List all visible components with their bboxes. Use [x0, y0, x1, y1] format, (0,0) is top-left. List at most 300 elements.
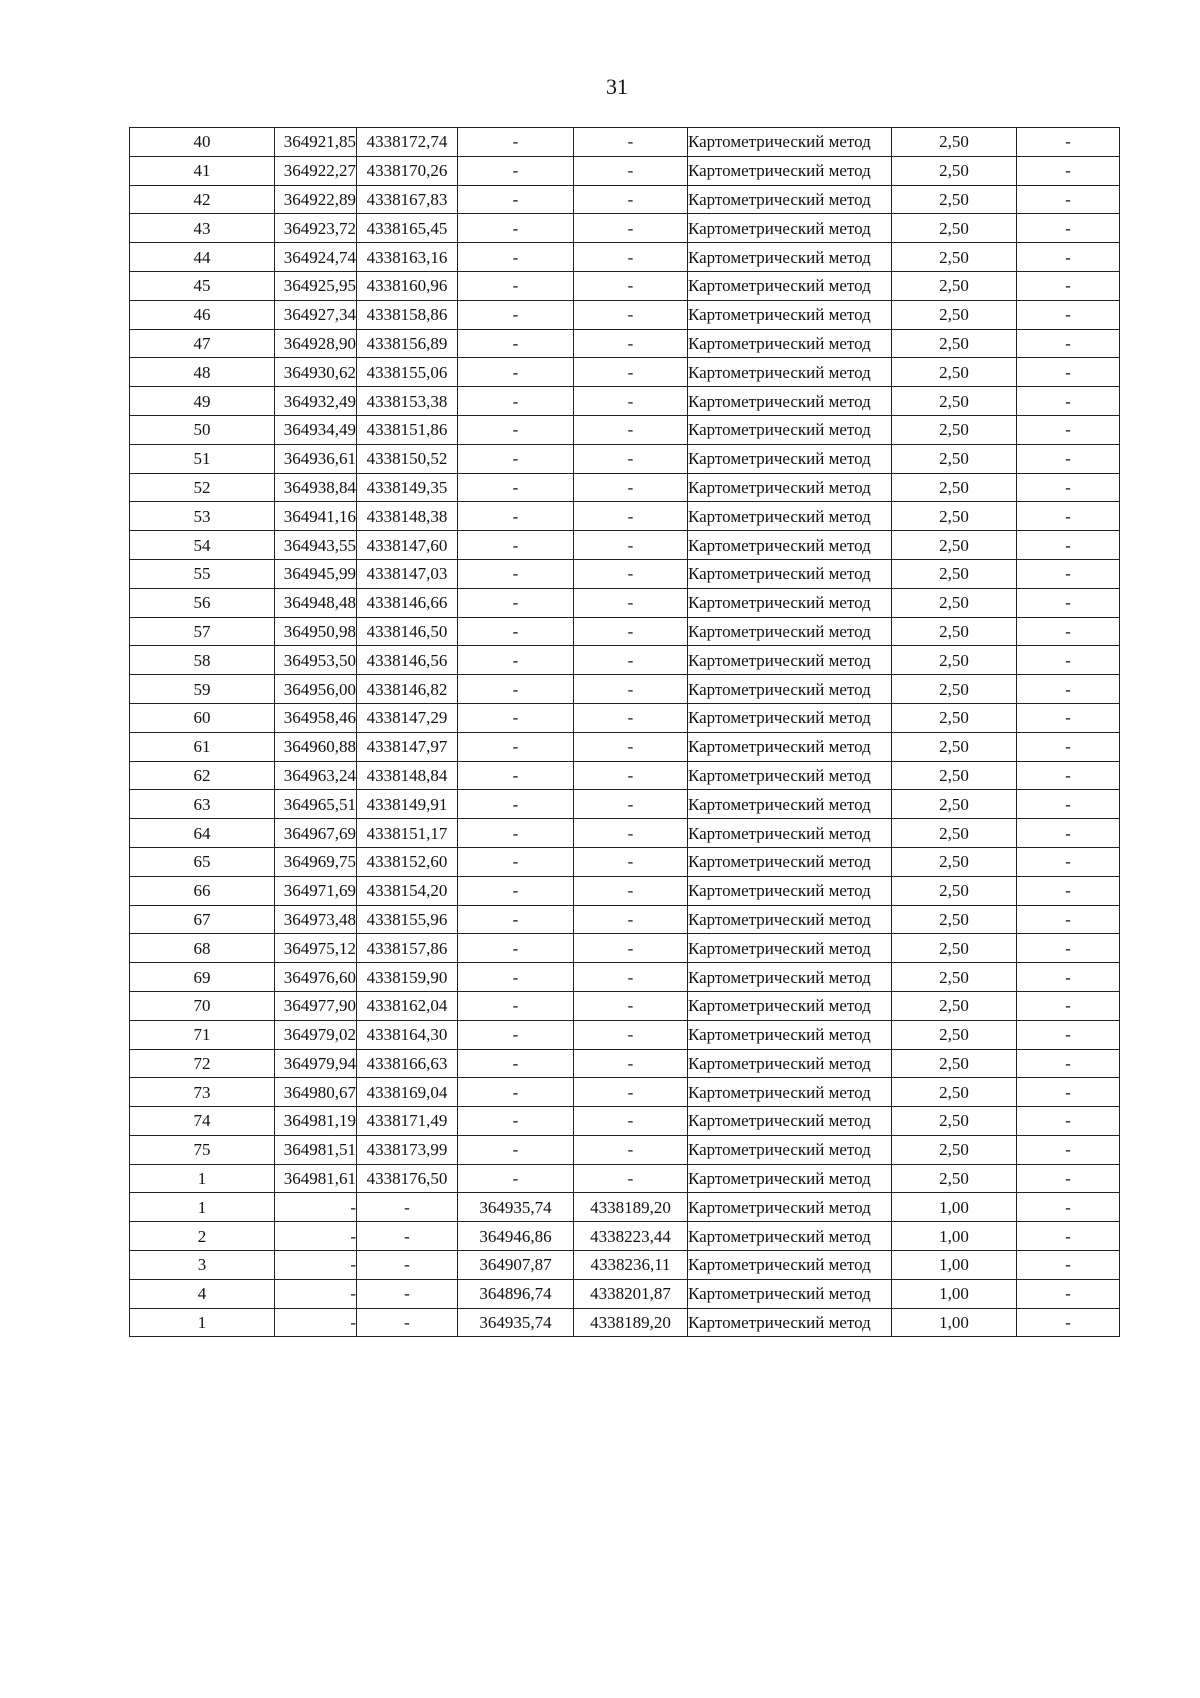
new-y-cell: -	[574, 646, 688, 675]
existing-x-cell: 364945,99	[275, 559, 357, 588]
new-y-cell: -	[574, 761, 688, 790]
table-row	[130, 387, 1120, 416]
new-x-cell: -	[458, 271, 574, 300]
method-cell: Картометрический метод	[688, 214, 892, 243]
existing-x-cell: 364956,00	[275, 675, 357, 704]
existing-y-cell: 4338155,96	[357, 905, 458, 934]
existing-x-cell: 364960,88	[275, 732, 357, 761]
new-x-cell: -	[458, 819, 574, 848]
point-number-cell: 66	[130, 876, 275, 905]
method-cell: Картометрический метод	[688, 473, 892, 502]
method-cell: Картометрический метод	[688, 559, 892, 588]
existing-x-cell: -	[275, 1251, 357, 1280]
table-row	[130, 415, 1120, 444]
accuracy-cell: 2,50	[892, 646, 1017, 675]
accuracy-cell: 2,50	[892, 329, 1017, 358]
table-row	[130, 1164, 1120, 1193]
method-cell: Картометрический метод	[688, 1107, 892, 1136]
method-cell: Картометрический метод	[688, 156, 892, 185]
existing-x-cell: 364981,19	[275, 1107, 357, 1136]
point-number-cell: 58	[130, 646, 275, 675]
accuracy-cell: 2,50	[892, 185, 1017, 214]
point-number-cell: 53	[130, 502, 275, 531]
existing-x-cell: 364922,89	[275, 185, 357, 214]
new-x-cell: -	[458, 531, 574, 560]
existing-x-cell: 364981,61	[275, 1164, 357, 1193]
existing-y-cell: 4338171,49	[357, 1107, 458, 1136]
accuracy-cell: 2,50	[892, 905, 1017, 934]
existing-x-cell: 364948,48	[275, 588, 357, 617]
page-number: 31	[606, 74, 628, 99]
accuracy-cell: 2,50	[892, 588, 1017, 617]
method-cell: Картометрический метод	[688, 588, 892, 617]
point-number-cell: 4	[130, 1279, 275, 1308]
point-number-cell: 73	[130, 1078, 275, 1107]
new-y-cell: -	[574, 415, 688, 444]
description-cell: -	[1017, 502, 1120, 531]
new-y-cell: -	[574, 847, 688, 876]
new-x-cell: -	[458, 646, 574, 675]
new-x-cell: -	[458, 675, 574, 704]
new-y-cell: -	[574, 1107, 688, 1136]
point-number-cell: 44	[130, 243, 275, 272]
new-x-cell: -	[458, 790, 574, 819]
description-cell: -	[1017, 646, 1120, 675]
description-cell: -	[1017, 790, 1120, 819]
table-row	[130, 991, 1120, 1020]
description-cell: -	[1017, 1279, 1120, 1308]
point-number-cell: 70	[130, 991, 275, 1020]
table-row	[130, 1308, 1120, 1337]
new-x-cell: -	[458, 1078, 574, 1107]
description-cell: -	[1017, 1251, 1120, 1280]
existing-y-cell: 4338160,96	[357, 271, 458, 300]
method-cell: Картометрический метод	[688, 1308, 892, 1337]
accuracy-cell: 2,50	[892, 963, 1017, 992]
table-row	[130, 1193, 1120, 1222]
existing-x-cell: 364975,12	[275, 934, 357, 963]
new-y-cell: -	[574, 934, 688, 963]
description-cell: -	[1017, 934, 1120, 963]
existing-x-cell: 364934,49	[275, 415, 357, 444]
method-cell: Картометрический метод	[688, 1251, 892, 1280]
existing-y-cell: 4338152,60	[357, 847, 458, 876]
table-row	[130, 185, 1120, 214]
table-body	[130, 128, 1120, 1337]
table-row	[130, 531, 1120, 560]
existing-y-cell: 4338162,04	[357, 991, 458, 1020]
new-y-cell: 4338189,20	[574, 1308, 688, 1337]
new-x-cell: -	[458, 502, 574, 531]
existing-y-cell: 4338156,89	[357, 329, 458, 358]
new-x-cell: 364935,74	[458, 1308, 574, 1337]
method-cell: Картометрический метод	[688, 387, 892, 416]
new-y-cell: -	[574, 387, 688, 416]
point-number-cell: 45	[130, 271, 275, 300]
description-cell: -	[1017, 473, 1120, 502]
new-x-cell: 364907,87	[458, 1251, 574, 1280]
existing-y-cell: 4338150,52	[357, 444, 458, 473]
existing-x-cell: 364979,94	[275, 1049, 357, 1078]
new-y-cell: -	[574, 444, 688, 473]
existing-x-cell: 364980,67	[275, 1078, 357, 1107]
new-y-cell: -	[574, 243, 688, 272]
table-row	[130, 905, 1120, 934]
description-cell: -	[1017, 1308, 1120, 1337]
table-row	[130, 703, 1120, 732]
existing-y-cell: 4338154,20	[357, 876, 458, 905]
table-row	[130, 444, 1120, 473]
table-row	[130, 243, 1120, 272]
new-y-cell: -	[574, 1020, 688, 1049]
existing-y-cell: 4338146,50	[357, 617, 458, 646]
new-y-cell: -	[574, 675, 688, 704]
point-number-cell: 52	[130, 473, 275, 502]
existing-y-cell: 4338151,86	[357, 415, 458, 444]
new-y-cell: -	[574, 819, 688, 848]
new-y-cell: -	[574, 617, 688, 646]
existing-x-cell: 364932,49	[275, 387, 357, 416]
new-x-cell: -	[458, 1049, 574, 1078]
existing-y-cell: 4338173,99	[357, 1135, 458, 1164]
new-y-cell: -	[574, 1049, 688, 1078]
accuracy-cell: 2,50	[892, 1135, 1017, 1164]
existing-y-cell: 4338153,38	[357, 387, 458, 416]
existing-y-cell: 4338169,04	[357, 1078, 458, 1107]
description-cell: -	[1017, 847, 1120, 876]
new-y-cell: -	[574, 559, 688, 588]
point-number-cell: 54	[130, 531, 275, 560]
method-cell: Картометрический метод	[688, 646, 892, 675]
point-number-cell: 48	[130, 358, 275, 387]
existing-x-cell: 364922,27	[275, 156, 357, 185]
table-row	[130, 934, 1120, 963]
accuracy-cell: 2,50	[892, 1164, 1017, 1193]
accuracy-cell: 2,50	[892, 732, 1017, 761]
existing-y-cell: 4338151,17	[357, 819, 458, 848]
new-x-cell: -	[458, 588, 574, 617]
new-y-cell: -	[574, 473, 688, 502]
point-number-cell: 1	[130, 1308, 275, 1337]
existing-x-cell: 364969,75	[275, 847, 357, 876]
new-x-cell: -	[458, 473, 574, 502]
method-cell: Картометрический метод	[688, 243, 892, 272]
existing-y-cell: 4338167,83	[357, 185, 458, 214]
table-row	[130, 1078, 1120, 1107]
accuracy-cell: 2,50	[892, 991, 1017, 1020]
existing-x-cell: 364953,50	[275, 646, 357, 675]
point-number-cell: 64	[130, 819, 275, 848]
new-x-cell: -	[458, 905, 574, 934]
description-cell: -	[1017, 991, 1120, 1020]
accuracy-cell: 2,50	[892, 214, 1017, 243]
new-y-cell: -	[574, 732, 688, 761]
description-cell: -	[1017, 732, 1120, 761]
point-number-cell: 46	[130, 300, 275, 329]
point-number-cell: 59	[130, 675, 275, 704]
new-y-cell: -	[574, 1135, 688, 1164]
new-y-cell: 4338236,11	[574, 1251, 688, 1280]
description-cell: -	[1017, 271, 1120, 300]
new-x-cell: -	[458, 214, 574, 243]
existing-x-cell: 364950,98	[275, 617, 357, 646]
method-cell: Картометрический метод	[688, 905, 892, 934]
point-number-cell: 50	[130, 415, 275, 444]
existing-x-cell: 364977,90	[275, 991, 357, 1020]
accuracy-cell: 2,50	[892, 703, 1017, 732]
method-cell: Картометрический метод	[688, 790, 892, 819]
method-cell: Картометрический метод	[688, 876, 892, 905]
description-cell: -	[1017, 876, 1120, 905]
new-x-cell: -	[458, 991, 574, 1020]
new-x-cell: 364946,86	[458, 1222, 574, 1251]
existing-y-cell: 4338164,30	[357, 1020, 458, 1049]
method-cell: Картометрический метод	[688, 1049, 892, 1078]
description-cell: -	[1017, 531, 1120, 560]
point-number-cell: 57	[130, 617, 275, 646]
table-row	[130, 876, 1120, 905]
existing-x-cell: 364930,62	[275, 358, 357, 387]
new-x-cell: -	[458, 387, 574, 416]
table-row	[130, 1251, 1120, 1280]
table-row	[130, 271, 1120, 300]
new-x-cell: -	[458, 847, 574, 876]
method-cell: Картометрический метод	[688, 502, 892, 531]
new-y-cell: -	[574, 185, 688, 214]
new-x-cell: -	[458, 128, 574, 157]
new-y-cell: 4338201,87	[574, 1279, 688, 1308]
accuracy-cell: 2,50	[892, 1020, 1017, 1049]
point-number-cell: 60	[130, 703, 275, 732]
new-y-cell: -	[574, 905, 688, 934]
existing-x-cell: 364981,51	[275, 1135, 357, 1164]
new-x-cell: -	[458, 300, 574, 329]
new-x-cell: -	[458, 876, 574, 905]
existing-x-cell: 364976,60	[275, 963, 357, 992]
new-x-cell: -	[458, 732, 574, 761]
new-y-cell: -	[574, 1078, 688, 1107]
description-cell: -	[1017, 617, 1120, 646]
table-row	[130, 963, 1120, 992]
description-cell: -	[1017, 444, 1120, 473]
existing-y-cell: -	[357, 1193, 458, 1222]
table-row	[130, 588, 1120, 617]
description-cell: -	[1017, 1222, 1120, 1251]
accuracy-cell: 2,50	[892, 502, 1017, 531]
new-x-cell: -	[458, 761, 574, 790]
description-cell: -	[1017, 963, 1120, 992]
description-cell: -	[1017, 156, 1120, 185]
existing-x-cell: -	[275, 1222, 357, 1251]
new-x-cell: -	[458, 1135, 574, 1164]
existing-x-cell: 364973,48	[275, 905, 357, 934]
new-y-cell: -	[574, 358, 688, 387]
method-cell: Картометрический метод	[688, 617, 892, 646]
point-number-cell: 41	[130, 156, 275, 185]
new-x-cell: 364935,74	[458, 1193, 574, 1222]
description-cell: -	[1017, 1049, 1120, 1078]
new-y-cell: -	[574, 502, 688, 531]
new-x-cell: -	[458, 1164, 574, 1193]
new-y-cell: -	[574, 329, 688, 358]
existing-x-cell: 364971,69	[275, 876, 357, 905]
description-cell: -	[1017, 761, 1120, 790]
existing-y-cell: 4338149,35	[357, 473, 458, 502]
point-number-cell: 1	[130, 1164, 275, 1193]
new-x-cell: -	[458, 358, 574, 387]
table-row	[130, 790, 1120, 819]
accuracy-cell: 1,00	[892, 1279, 1017, 1308]
accuracy-cell: 2,50	[892, 559, 1017, 588]
method-cell: Картометрический метод	[688, 1135, 892, 1164]
existing-y-cell: 4338157,86	[357, 934, 458, 963]
point-number-cell: 71	[130, 1020, 275, 1049]
description-cell: -	[1017, 588, 1120, 617]
table-row	[130, 300, 1120, 329]
existing-x-cell: 364928,90	[275, 329, 357, 358]
description-cell: -	[1017, 214, 1120, 243]
new-y-cell: -	[574, 214, 688, 243]
table-row	[130, 819, 1120, 848]
existing-x-cell: 364967,69	[275, 819, 357, 848]
existing-y-cell: 4338148,84	[357, 761, 458, 790]
existing-y-cell: 4338170,26	[357, 156, 458, 185]
description-cell: -	[1017, 329, 1120, 358]
existing-y-cell: -	[357, 1251, 458, 1280]
table-row	[130, 732, 1120, 761]
existing-x-cell: 364965,51	[275, 790, 357, 819]
new-x-cell: -	[458, 703, 574, 732]
method-cell: Картометрический метод	[688, 819, 892, 848]
accuracy-cell: 2,50	[892, 1078, 1017, 1107]
point-number-cell: 68	[130, 934, 275, 963]
point-number-cell: 1	[130, 1193, 275, 1222]
existing-x-cell: 364938,84	[275, 473, 357, 502]
new-x-cell: -	[458, 617, 574, 646]
accuracy-cell: 1,00	[892, 1222, 1017, 1251]
existing-x-cell: 364921,85	[275, 128, 357, 157]
existing-y-cell: 4338163,16	[357, 243, 458, 272]
new-x-cell: -	[458, 1020, 574, 1049]
new-y-cell: -	[574, 963, 688, 992]
description-cell: -	[1017, 905, 1120, 934]
existing-y-cell: 4338172,74	[357, 128, 458, 157]
existing-y-cell: 4338165,45	[357, 214, 458, 243]
table-row	[130, 675, 1120, 704]
point-number-cell: 69	[130, 963, 275, 992]
new-y-cell: -	[574, 1164, 688, 1193]
table-row	[130, 128, 1120, 157]
point-number-cell: 40	[130, 128, 275, 157]
description-cell: -	[1017, 819, 1120, 848]
description-cell: -	[1017, 1020, 1120, 1049]
existing-y-cell: 4338148,38	[357, 502, 458, 531]
accuracy-cell: 1,00	[892, 1193, 1017, 1222]
existing-x-cell: 364941,16	[275, 502, 357, 531]
existing-y-cell: -	[357, 1222, 458, 1251]
new-y-cell: -	[574, 991, 688, 1020]
method-cell: Картометрический метод	[688, 415, 892, 444]
existing-y-cell: 4338158,86	[357, 300, 458, 329]
accuracy-cell: 2,50	[892, 531, 1017, 560]
method-cell: Картометрический метод	[688, 1164, 892, 1193]
point-number-cell: 74	[130, 1107, 275, 1136]
description-cell: -	[1017, 1078, 1120, 1107]
new-x-cell: -	[458, 444, 574, 473]
existing-y-cell: 4338147,97	[357, 732, 458, 761]
description-cell: -	[1017, 1193, 1120, 1222]
table-row	[130, 1279, 1120, 1308]
accuracy-cell: 2,50	[892, 243, 1017, 272]
method-cell: Картометрический метод	[688, 329, 892, 358]
existing-y-cell: 4338176,50	[357, 1164, 458, 1193]
existing-y-cell: 4338147,60	[357, 531, 458, 560]
new-y-cell: -	[574, 300, 688, 329]
accuracy-cell: 2,50	[892, 444, 1017, 473]
new-y-cell: -	[574, 156, 688, 185]
point-number-cell: 42	[130, 185, 275, 214]
existing-x-cell: 364936,61	[275, 444, 357, 473]
method-cell: Картометрический метод	[688, 675, 892, 704]
point-number-cell: 62	[130, 761, 275, 790]
method-cell: Картометрический метод	[688, 128, 892, 157]
accuracy-cell: 2,50	[892, 761, 1017, 790]
table-row	[130, 847, 1120, 876]
existing-y-cell: 4338147,03	[357, 559, 458, 588]
point-number-cell: 65	[130, 847, 275, 876]
accuracy-cell: 2,50	[892, 847, 1017, 876]
new-x-cell: 364896,74	[458, 1279, 574, 1308]
accuracy-cell: 2,50	[892, 415, 1017, 444]
method-cell: Картометрический метод	[688, 761, 892, 790]
method-cell: Картометрический метод	[688, 1193, 892, 1222]
description-cell: -	[1017, 415, 1120, 444]
new-x-cell: -	[458, 934, 574, 963]
method-cell: Картометрический метод	[688, 703, 892, 732]
description-cell: -	[1017, 559, 1120, 588]
new-x-cell: -	[458, 185, 574, 214]
description-cell: -	[1017, 243, 1120, 272]
existing-x-cell: 364963,24	[275, 761, 357, 790]
new-y-cell: -	[574, 876, 688, 905]
new-x-cell: -	[458, 963, 574, 992]
accuracy-cell: 1,00	[892, 1308, 1017, 1337]
point-number-cell: 43	[130, 214, 275, 243]
point-number-cell: 55	[130, 559, 275, 588]
accuracy-cell: 2,50	[892, 473, 1017, 502]
accuracy-cell: 2,50	[892, 876, 1017, 905]
existing-y-cell: 4338146,82	[357, 675, 458, 704]
table-row	[130, 1049, 1120, 1078]
new-y-cell: -	[574, 128, 688, 157]
point-number-cell: 61	[130, 732, 275, 761]
table-row	[130, 617, 1120, 646]
point-number-cell: 49	[130, 387, 275, 416]
existing-x-cell: 364924,74	[275, 243, 357, 272]
table-row	[130, 358, 1120, 387]
method-cell: Картометрический метод	[688, 300, 892, 329]
point-number-cell: 63	[130, 790, 275, 819]
table-row	[130, 1222, 1120, 1251]
point-number-cell: 51	[130, 444, 275, 473]
description-cell: -	[1017, 387, 1120, 416]
description-cell: -	[1017, 1164, 1120, 1193]
coordinates-table	[129, 127, 1120, 1337]
new-x-cell: -	[458, 156, 574, 185]
method-cell: Картометрический метод	[688, 1222, 892, 1251]
description-cell: -	[1017, 1135, 1120, 1164]
new-y-cell: -	[574, 703, 688, 732]
